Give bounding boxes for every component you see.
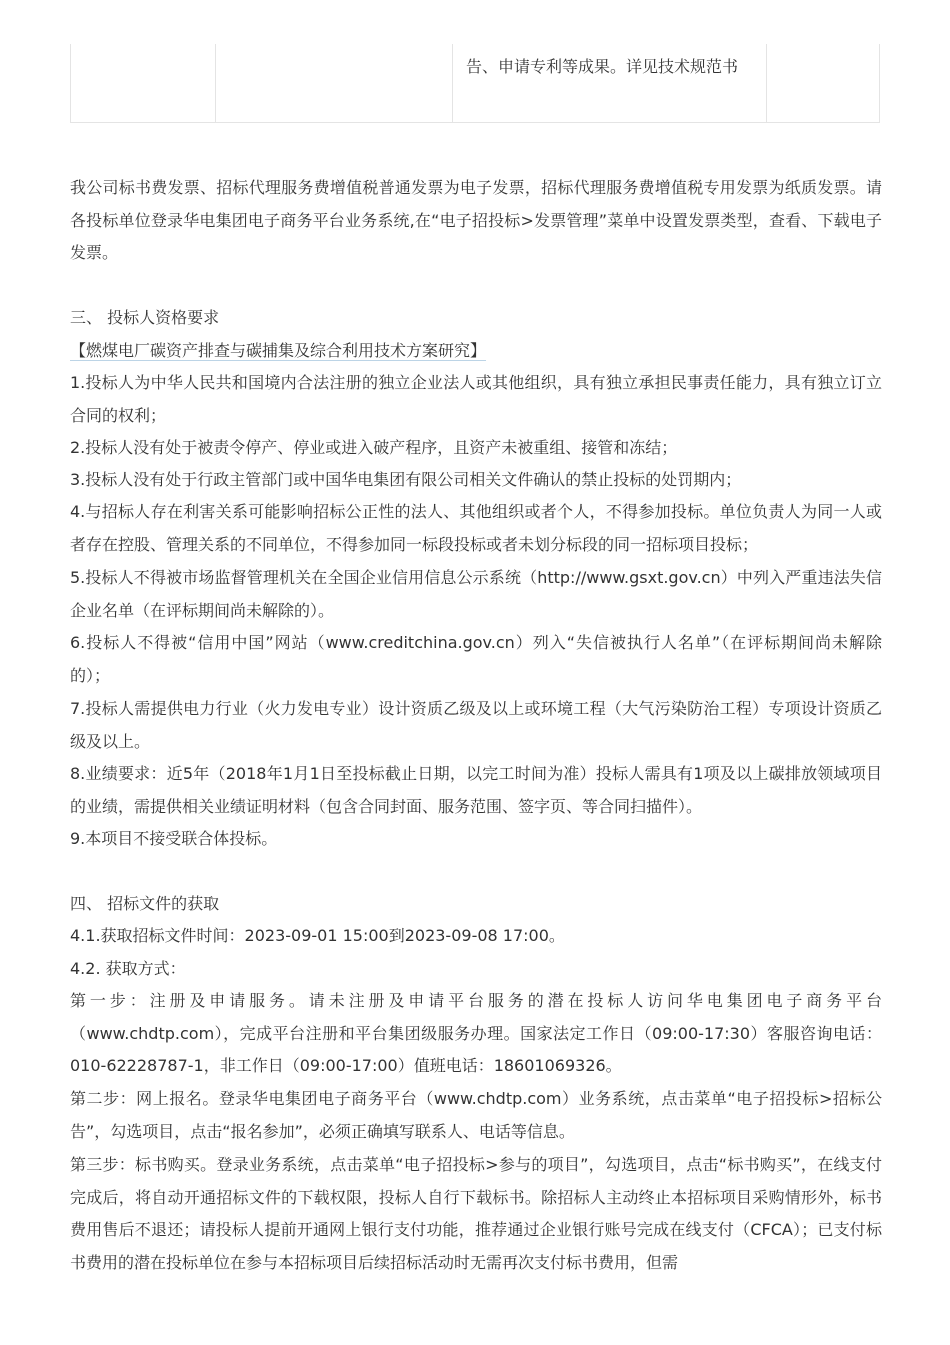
requirement-9: 9.本项目不接受联合体投标。 [70, 829, 278, 848]
package-title-text: 【燃煤电厂碳资产排查与碳捕集及综合利用技术方案研究】 [70, 341, 487, 360]
table-cell-remark [767, 44, 879, 122]
section-4-heading: 四、 招标文件的获取 [70, 894, 220, 913]
invoice-paragraph: 我公司标书费发票、招标代理服务费增值税普通发票为电子发票，招标代理服务费增值税专用发票为纸质发票。请各投标单位登录华电集团电子商务平台业务系统,在“电子招投标>发票管理”菜单中设置发票类型，查看、下载电子发票。 [70, 178, 882, 262]
requirement-2: 2.投标人没有处于被责令停产、停业或进入破产程序，且资产未被重组、接管和冻结； [70, 438, 678, 457]
requirement-1: 1.投标人为中华人民共和国境内合法注册的独立企业法人或其他组织，具有独立承担民事责任能力，具有独立订立合同的权利； [70, 373, 882, 425]
step-1-paragraph: 第一步：注册及申请服务。请未注册及申请平台服务的潜在投标人访问华电集团电子商务平台（www.chdtp.com），完成平台注册和平台集团级服务办理。国家法定工作日（09:00-17:30）客服咨询电话：010-62228787-1，非工作日（09:00-17:00）值班电话：18601069326。 [70, 991, 882, 1075]
table-cell-name [216, 44, 453, 122]
requirement-3: 3.投标人没有处于行政主管部门或中国华电集团有限公司相关文件确认的禁止投标的处罚期内； [70, 470, 742, 489]
acquisition-method-title: 4.2. 获取方式： [70, 959, 186, 978]
table-cell-description [453, 44, 767, 122]
table-cell-text: 告、申请专利等成果。详见技术规范书 [466, 57, 739, 76]
package-title [70, 335, 882, 367]
requirement-6: 6.投标人不得被“信用中国”网站（www.creditchina.gov.cn）列入“失信被执行人名单”（在评标期间尚未解除的）； [70, 633, 882, 685]
requirement-7: 7.投标人需提供电力行业（火力发电专业）设计资质乙级及以上或环境工程（大气污染防治工程）专项设计资质乙级及以上。 [70, 699, 882, 751]
qualification-table-fragment [70, 44, 880, 123]
acquisition-time: 4.1.获取招标文件时间：2023-09-01 15:00到2023-09-08 17:00。 [70, 926, 565, 945]
table-cell-index [71, 44, 216, 122]
step-3-paragraph: 第三步：标书购买。登录业务系统，点击菜单“电子招投标>参与的项目”，勾选项目，点击“标书购买”，在线支付完成后，将自动开通招标文件的下载权限，投标人自行下载标书。除招标人主动终止本招标项目采购情形外，标书费用售后不退还；请投标人提前开通网上银行支付功能，推荐通过企业银行账号完成在线支付（CFCA）；已支付标书费用的潜在投标单位在参与本招标项目后续招标活动时无需再次支付标书费用，但需 [70, 1155, 882, 1272]
step-2-paragraph: 第二步：网上报名。登录华电集团电子商务平台（www.chdtp.com）业务系统，点击菜单“电子招投标>招标公告”，勾选项目，点击“报名参加”，必须正确填写联系人、电话等信息。 [70, 1089, 882, 1141]
requirement-5: 5.投标人不得被市场监督管理机关在全国企业信用信息公示系统（http://www.gsxt.gov.cn）中列入严重违法失信企业名单（在评标期间尚未解除的）。 [70, 568, 882, 620]
section-3-heading: 三、 投标人资格要求 [70, 308, 220, 327]
requirement-8: 8.业绩要求：近5年（2018年1月1日至投标截止日期，以完工时间为准）投标人需具有1项及以上碳排放领域项目的业绩，需提供相关业绩证明材料（包含合同封面、服务范围、签字页、等合同扫描件）。 [70, 764, 882, 816]
requirement-4: 4.与招标人存在利害关系可能影响招标公正性的法人、其他组织或者个人，不得参加投标。单位负责人为同一人或者存在控股、管理关系的不同单位，不得参加同一标段投标或者未划分标段的同一招标项目投标； [70, 502, 882, 554]
